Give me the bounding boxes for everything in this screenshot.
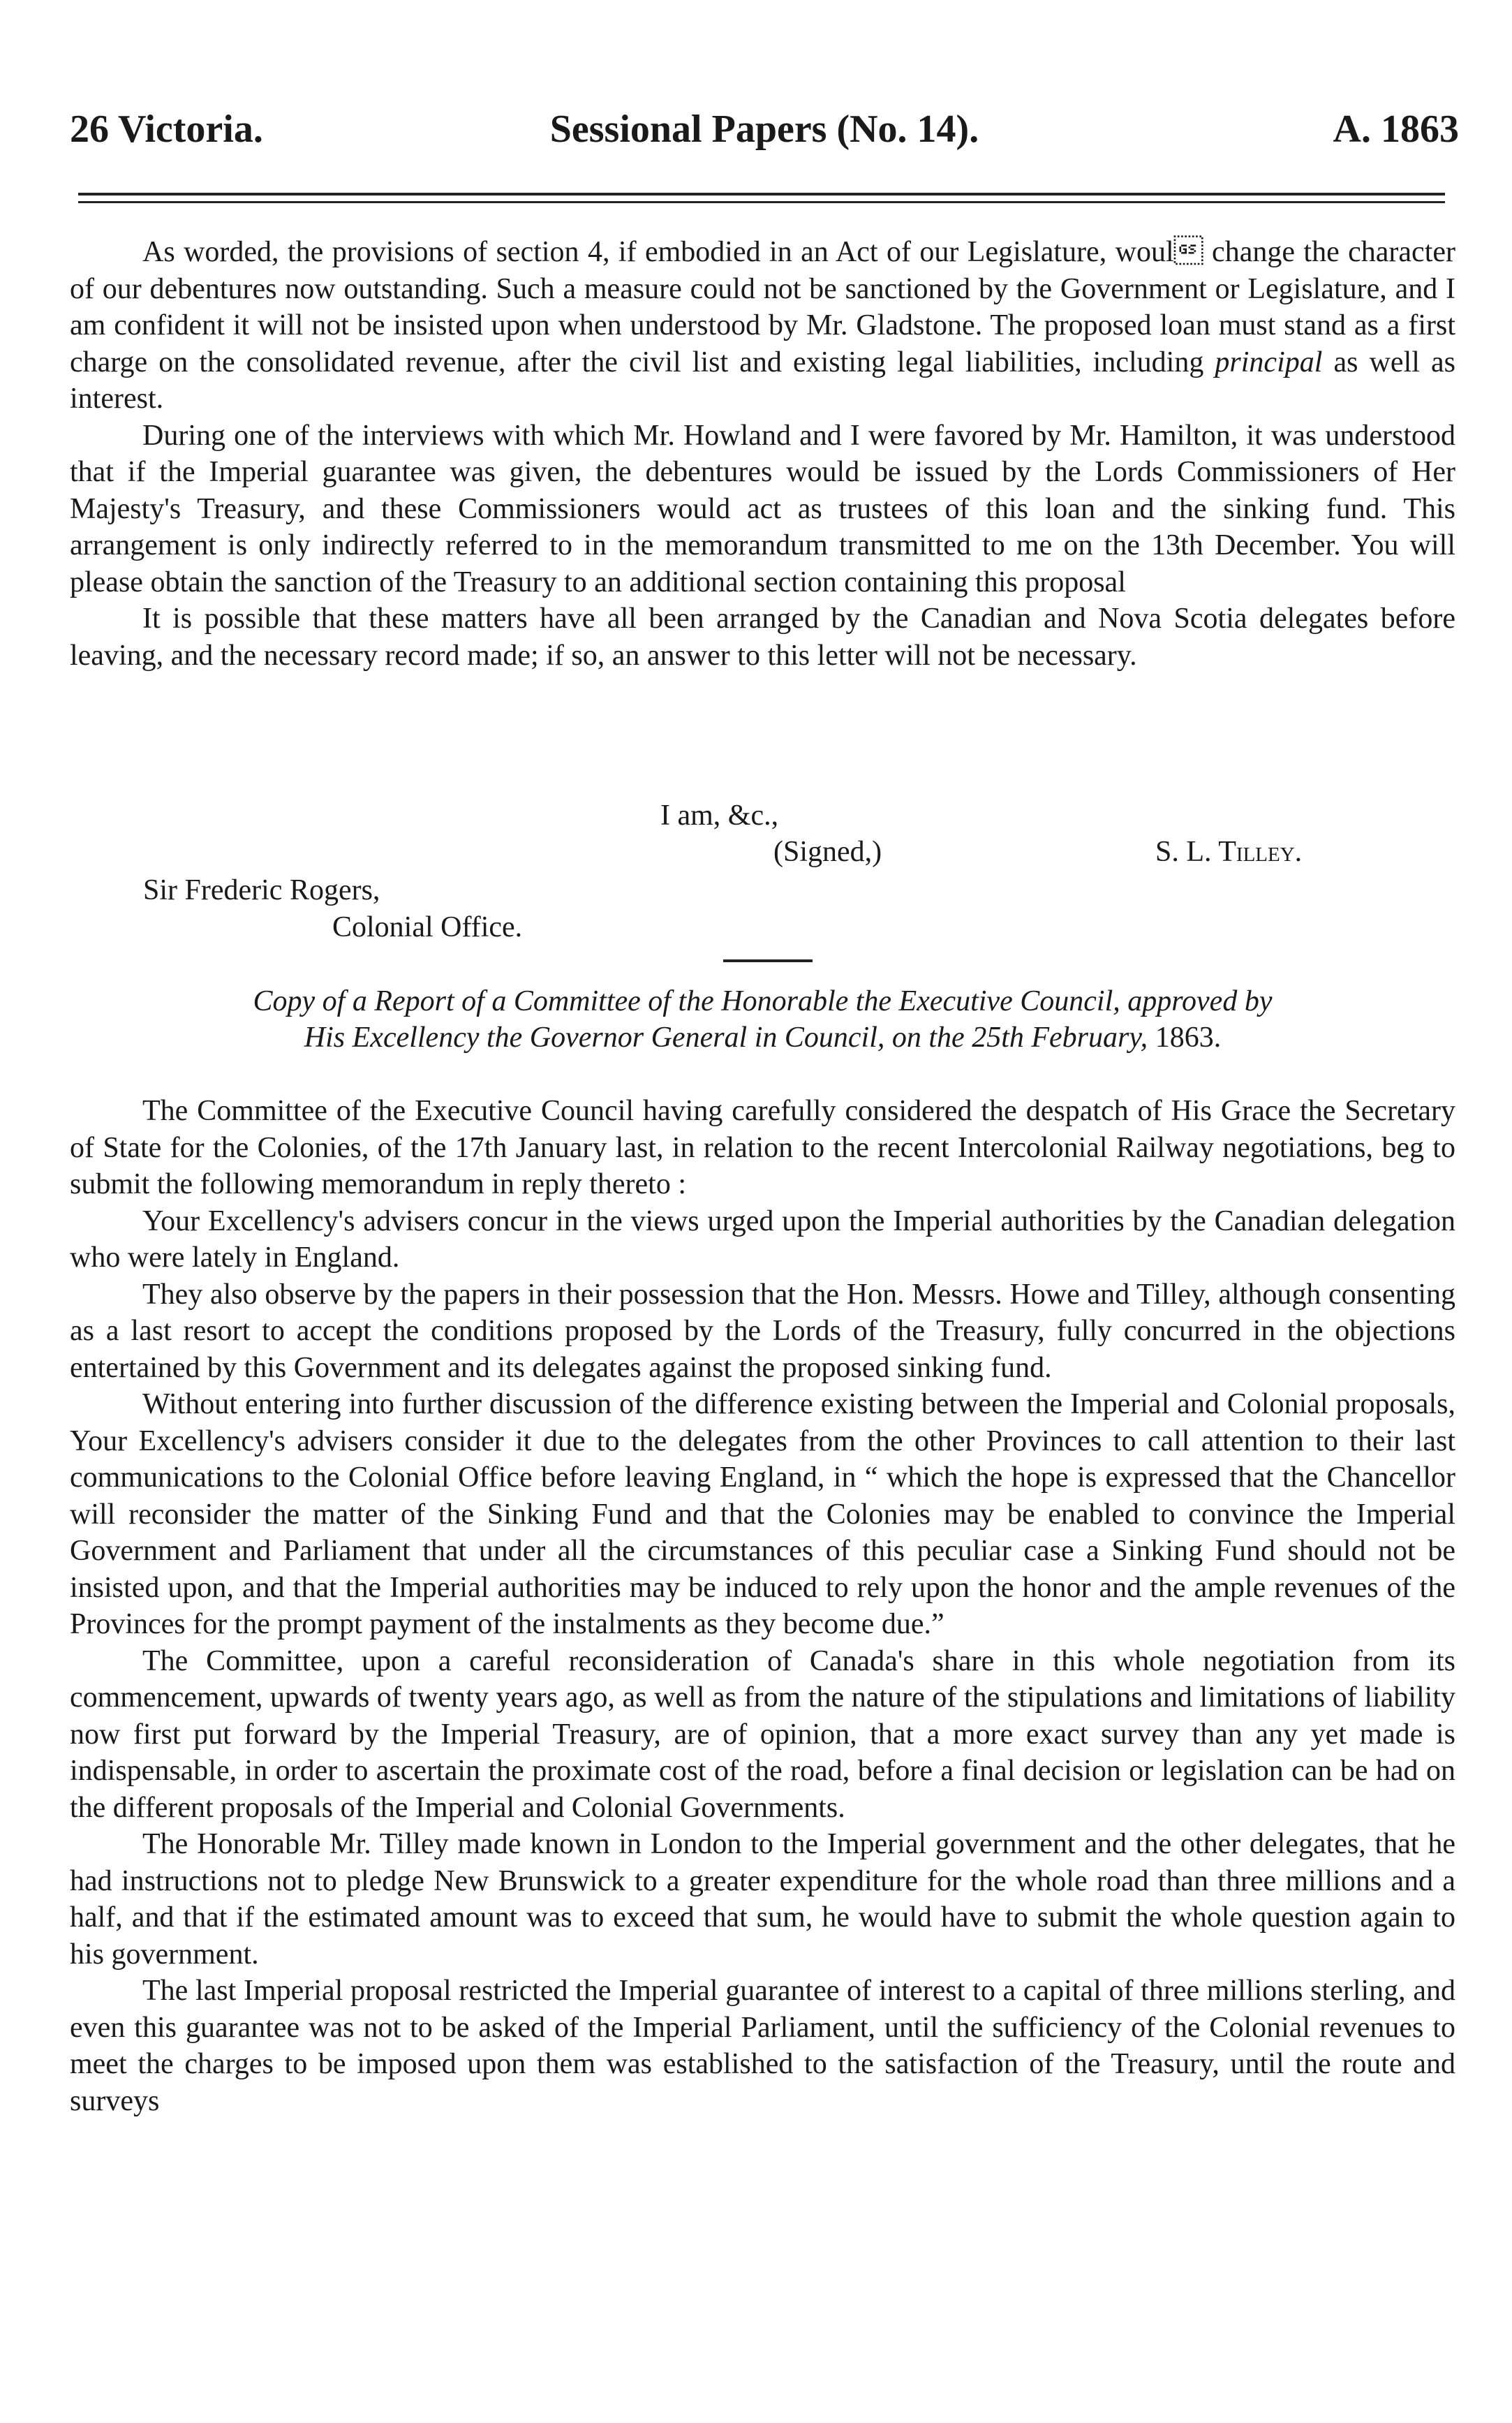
addressee-office: Colonial Office. <box>332 911 523 943</box>
letter-paragraph: During one of the interviews with which Mr. Howland and I were favored by Mr. Hamilton, it was understood that if the Imperial guarantee was given, the debentures would be issued by the Lords Commissioners of Her Majesty's Treasury, and these Commissioners would act as trustees of this loan and the sinking fund. This arrangement is only indirectly referred to in the memorandum transmitted to me on the 13th December. You will please obtain the sanction of the Treasury to an additional section containing this proposal <box>70 419 1455 598</box>
addressee-name: Sir Frederic Rogers, <box>143 874 380 906</box>
report-paragraph: Your Excellency's advisers concur in the views urged upon the Imperial authorities by the Canadian delegation who were lately in England. <box>70 1205 1455 1274</box>
letter-paragraph: As worded, the provisions of section 4, if embodied in an Act of our Legislature, woul change the character of our debentures now outstanding. Such a measure could not be sanctioned by the Government or Legislature, and I am confident it will not be insisted upon when understood by Mr. Gladstone. The proposed loan must stand as a first charge on the consolidated revenue, after the civil list and existing legal liabilities, including principal as well as interest. <box>70 236 1455 415</box>
report-paragraph: The Honorable Mr. Tilley made known in London to the Imperial government and the other delegates, that he had instructions not to pledge New Brunswick to a greater expenditure for the whole road than three millions and a half, and that if the estimated amount was to exceed that sum, he would have to submit the whole question again to his government. <box>70 1828 1455 1971</box>
header-session: 26 Victoria. <box>70 108 263 151</box>
header-title: Sessional Papers (No. 14). <box>549 108 979 151</box>
signed-note: (Signed,) <box>773 836 882 868</box>
report-year: 1863. <box>1155 1022 1222 1054</box>
report-heading-line: His Excellency the Governor General in Council, on the 25th February, 1863. <box>304 1022 1222 1054</box>
section-divider <box>723 959 813 962</box>
report-paragraph: The Committee of the Executive Council having carefully considered the despatch of His Grace the Secretary of State for the Colonies, of the 17th January last, in relation to the recent Intercolonial Railway negotiations, beg to submit the following memorandum in reply thereto : <box>70 1095 1455 1200</box>
emphasis-principal: principal <box>1215 346 1323 378</box>
header-year: A. 1863 <box>1333 108 1459 151</box>
report-paragraph: Without entering into further discussion of the difference existing between the Imperial and Colonial proposals, Your Excellency's advisers consider it due to the delegates from the other Provinces to call attention to their last communications to the Colonial Office before leaving England, in “ which the hope is expressed that the Chancellor will reconsider the matter of the Sinking Fund and that the Colonies may be enabled to convince the Imperial Government and Parliament that under all the circumstances of this peculiar case a Sinking Fund should not be insisted upon, and that the Imperial authorities may be induced to rely upon the honor and the ample revenues of the Provinces for the prompt payment of the instalments as they become due.” <box>70 1388 1455 1640</box>
running-header <box>70 98 1459 161</box>
signatory-name: S. L. Tilley. <box>1155 836 1303 868</box>
header-rule-top <box>78 193 1445 196</box>
report-paragraph: They also observe by the papers in their possession that the Hon. Messrs. Howe and Tilley, although consenting as a last resort to accept the conditions proposed by the Lords of the Treasury, fully concurred in the objections entertained by this Government and its delegates against the proposed sinking fund. <box>70 1278 1455 1384</box>
header-rule-bottom <box>78 201 1445 203</box>
letter-closing: I am, &c., <box>660 800 779 832</box>
letter-body <box>70 234 1455 674</box>
report-paragraph: The Committee, upon a careful reconsideration of Canada's share in this whole negotiation from its commencement, upwards of twenty years ago, as well as from the nature of the stipulations and limitations of liability now first put forward by the Imperial Treasury, are of opinion, that a more exact survey than any yet made is indispensable, in order to ascertain the proximate cost of the road, before a final decision or legislation can be had on the different proposals of the Imperial and Colonial Governments. <box>70 1644 1455 1824</box>
report-heading <box>70 983 1455 1056</box>
report-paragraph: The last Imperial proposal restricted the Imperial guarantee of interest to a capital of three millions sterling, and even this guarantee was not to be asked of the Imperial Parliament, until the sufficiency of the Colonial revenues to meet the charges to be imposed upon them was established to the satisfaction of the Treasury, until the route and surveys <box>70 1975 1455 2117</box>
letter-paragraph: It is possible that these matters have all been arranged by the Canadian and Nova Scotia delegates before leaving, and the necessary record made; if so, an answer to this letter will not be necessary. <box>70 603 1455 672</box>
report-heading-line: Copy of a Report of a Committee of the Honorable the Executive Council, approved by <box>253 985 1273 1017</box>
report-body <box>70 1093 1455 2119</box>
